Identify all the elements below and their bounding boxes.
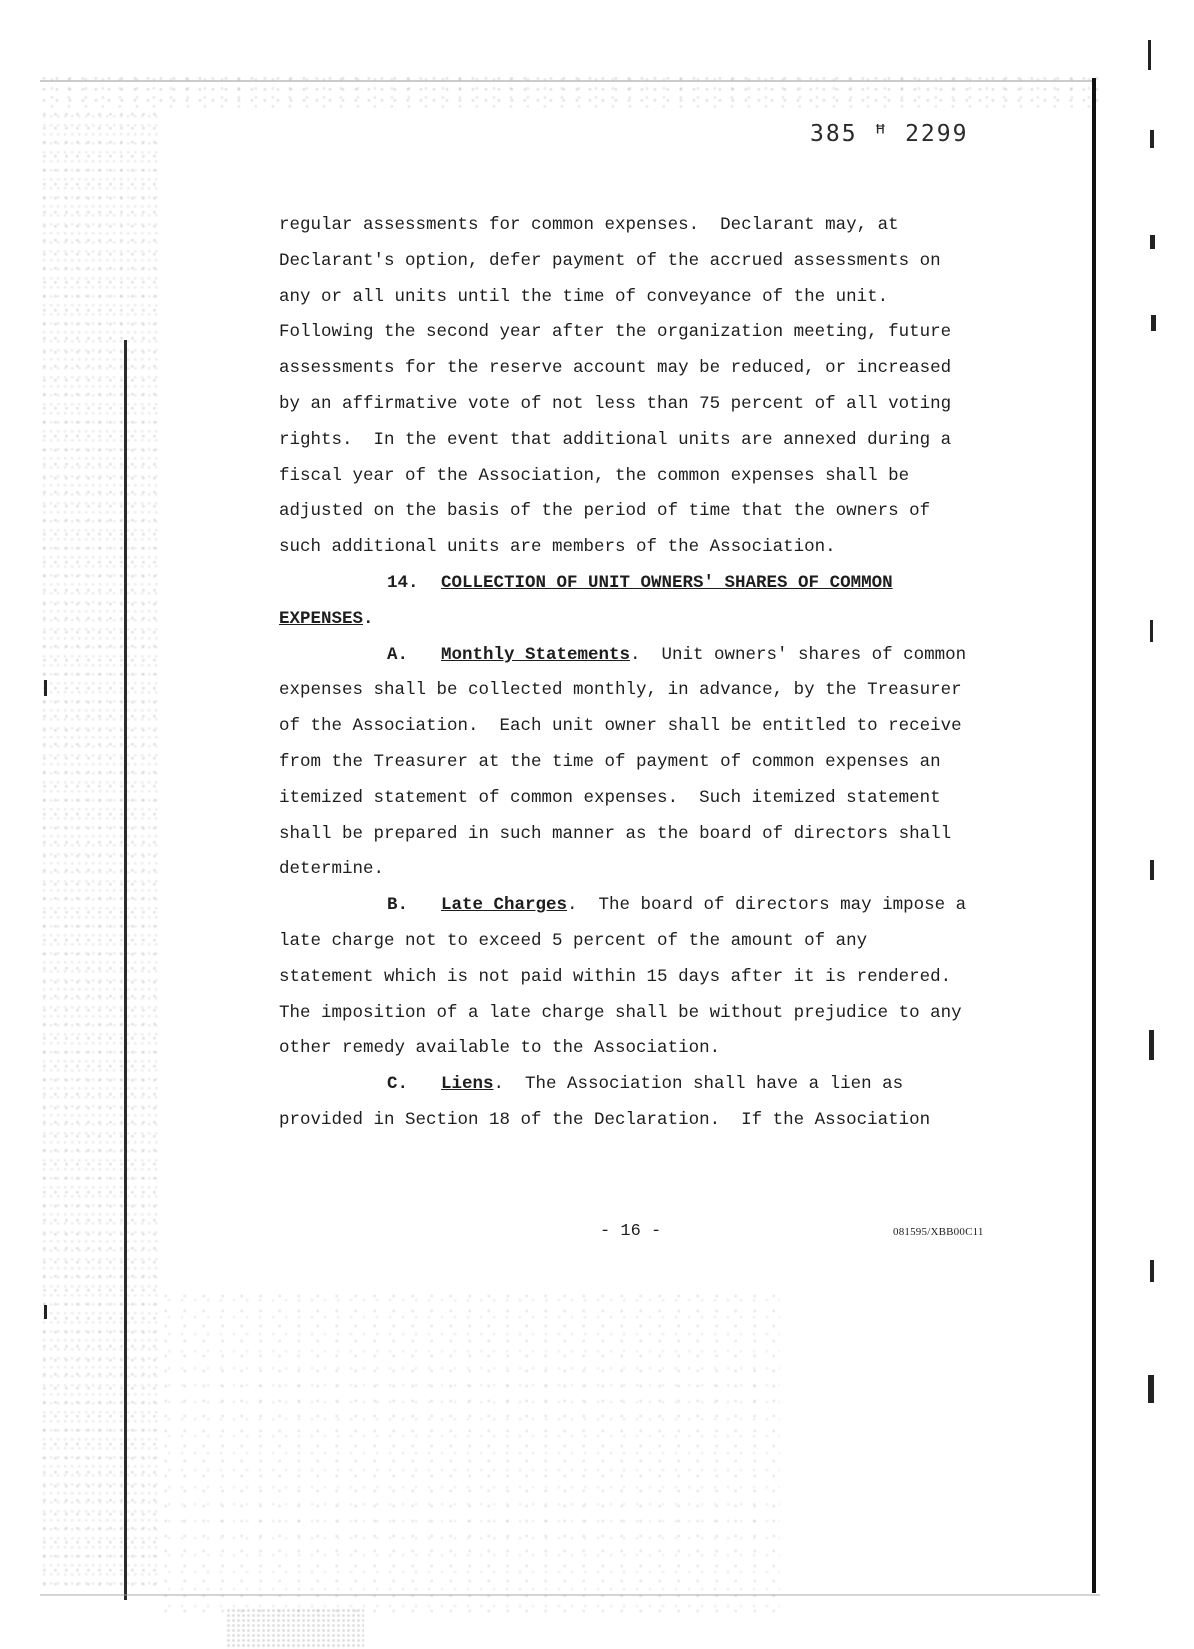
subsection-letter: C. <box>387 1074 409 1095</box>
scan-mark <box>1151 315 1156 331</box>
text-line: shall be prepared in such manner as the board of directors shall <box>279 823 952 844</box>
heading-period: . <box>363 608 374 629</box>
scan-edge-top <box>40 80 1095 82</box>
text-line: rights. In the event that additional units are annexed during a <box>279 429 952 450</box>
text-line: Declarant's option, defer payment of the accrued assessments on <box>279 250 941 271</box>
text-line: determine. <box>279 859 385 880</box>
section-title-continued: EXPENSES <box>279 608 364 629</box>
section-heading-continued <box>279 602 999 638</box>
scan-edge-bottom <box>40 1594 1100 1596</box>
text-line: fiscal year of the Association, the common expenses shall be <box>279 465 910 486</box>
scan-mark <box>1148 40 1151 70</box>
scan-mark <box>1149 1030 1154 1060</box>
scan-noise-bottom <box>160 1290 780 1620</box>
section-heading <box>279 566 999 602</box>
scan-mark <box>1150 1260 1154 1282</box>
scan-mark <box>1150 860 1154 880</box>
text-line: Following the second year after the organization meeting, future <box>279 322 952 343</box>
text-line: by an affirmative vote of not less than 75 percent of all voting <box>279 393 952 414</box>
footer-document-code: 081595/XBB00C11 <box>893 1226 984 1238</box>
scan-noise-patch <box>226 1608 364 1649</box>
subsection-title: Monthly Statements <box>441 644 631 665</box>
text-line: itemized statement of common expenses. Such itemized statement <box>279 787 941 808</box>
text-line: from the Treasurer at the time of payment of common expenses an <box>279 751 941 772</box>
text-line: provided in Section 18 of the Declaration. If the Association <box>279 1109 931 1130</box>
text-line: such additional units are members of the Association. <box>279 537 836 558</box>
text-line: regular assessments for common expenses. Declarant may, at <box>279 215 899 235</box>
subsection-c-heading <box>279 1067 999 1103</box>
text-line: any or all units until the time of conveyance of the unit. <box>279 286 889 307</box>
subsection-title: Late Charges <box>441 895 568 916</box>
scan-edge-right <box>1092 78 1096 1593</box>
subsection-letter: A. <box>387 644 409 665</box>
page-stamp: 385 ꟸ 2299 <box>810 121 969 147</box>
subsection-a-heading <box>279 638 999 674</box>
text-line: statement which is not paid within 15 days after it is rendered. <box>279 966 952 987</box>
scan-noise-left <box>40 110 160 1590</box>
section-title: COLLECTION OF UNIT OWNERS' SHARES OF COMMON <box>441 572 893 593</box>
text-line: late charge not to exceed 5 percent of the amount of any <box>279 930 868 951</box>
document-body <box>279 208 999 1139</box>
subsection-title: Liens <box>441 1074 494 1095</box>
scan-mark <box>1150 620 1153 642</box>
text-run: . The Association shall have a lien as <box>493 1074 904 1095</box>
scan-mark <box>1150 130 1154 148</box>
text-line: The imposition of a late charge shall be without prejudice to any <box>279 1002 962 1023</box>
subsection-b-heading <box>279 888 999 924</box>
footer-page-number: - 16 - <box>600 1222 662 1241</box>
scan-edge-left <box>124 340 127 1600</box>
scan-mark <box>1148 1375 1154 1403</box>
scan-mark <box>44 1305 47 1319</box>
text-run: . The board of directors may impose a <box>567 895 967 916</box>
text-line: other remedy available to the Association. <box>279 1038 721 1059</box>
section-number: 14. <box>387 572 419 593</box>
text-line: expenses shall be collected monthly, in advance, by the Treasurer <box>279 680 962 701</box>
scan-mark <box>1150 235 1155 249</box>
scan-mark <box>44 680 47 696</box>
text-line: of the Association. Each unit owner shall be entitled to receive <box>279 716 962 737</box>
text-line: assessments for the reserve account may be reduced, or increased <box>279 358 952 379</box>
text-run: . Unit owners' shares of common <box>630 644 967 665</box>
text-line: adjusted on the basis of the period of time that the owners of <box>279 501 931 522</box>
subsection-letter: B. <box>387 895 409 916</box>
